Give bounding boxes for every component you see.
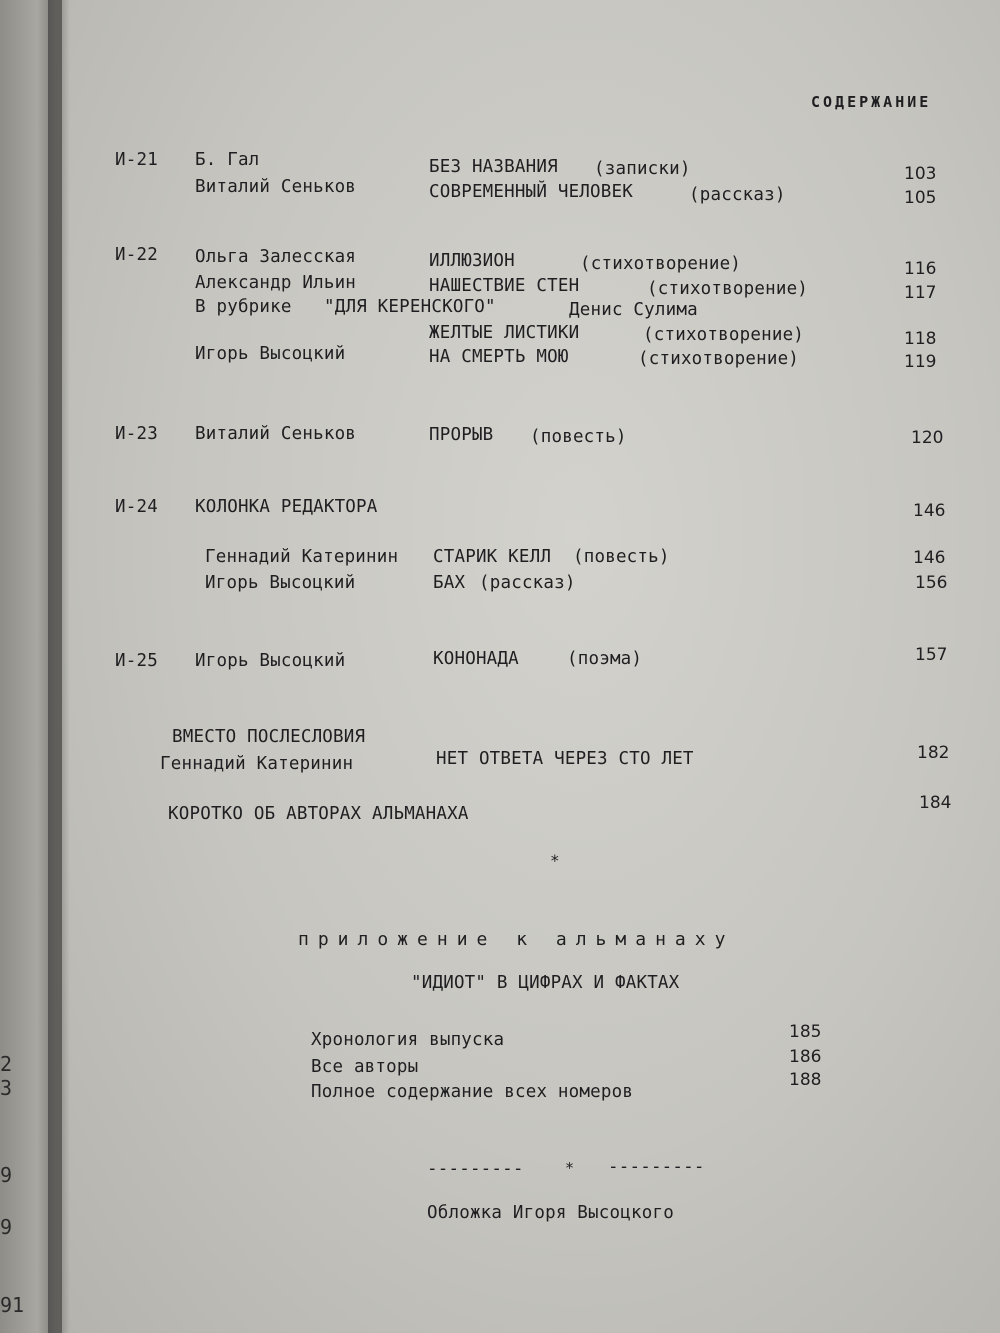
appendix-item-page: 185 <box>789 1022 822 1042</box>
entry-title: БАХ <box>433 573 466 593</box>
separator-star: * <box>550 851 560 870</box>
entry-genre: (стихотворение) <box>643 325 805 345</box>
entry-genre: (стихотворение) <box>580 254 742 274</box>
entry-genre: (рассказ) <box>479 573 576 593</box>
entry-title: ПРОРЫВ <box>429 425 494 445</box>
entry-page-number: 119 <box>904 352 937 372</box>
entry-page-number: 184 <box>919 793 952 813</box>
entry-genre: (записки) <box>594 159 691 179</box>
entry-page-number: 105 <box>904 188 937 208</box>
entry-title: КОНОНАДА <box>433 649 519 669</box>
entry-title: НА СМЕРТЬ МОЮ <box>429 347 569 367</box>
entry-genre: (рассказ) <box>689 185 786 205</box>
rubric-author: Денис Сулима <box>569 300 698 320</box>
section-heading: КОРОТКО ОБ АВТОРАХ АЛЬМАНАХА <box>168 804 469 824</box>
entry-author: Игорь Высоцкий <box>205 573 356 593</box>
entry-page-number: 117 <box>904 283 937 303</box>
facing-page-number: 9 <box>0 1215 13 1239</box>
entry-page-number: 118 <box>904 329 937 349</box>
entry-title: НЕТ ОТВЕТА ЧЕРЕЗ СТО ЛЕТ <box>436 749 694 769</box>
issue-code: И-24 <box>115 497 158 517</box>
entry-genre: (стихотворение) <box>647 279 809 299</box>
entry-page-number: 146 <box>913 501 946 521</box>
entry-page-number: 156 <box>915 573 948 593</box>
footer-dashes-right: --------- <box>608 1157 705 1177</box>
facing-page-number: 3 <box>0 1076 13 1100</box>
section-heading: КОЛОНКА РЕДАКТОРА <box>195 497 378 517</box>
appendix-item-page: 188 <box>789 1070 822 1090</box>
entry-title: ИЛЛЮЗИОН <box>429 251 515 271</box>
rubric-prefix: В рубрике <box>195 297 292 317</box>
issue-code: И-25 <box>115 651 158 671</box>
issue-code: И-23 <box>115 424 158 444</box>
entry-author: Геннадий Катеринин <box>160 754 354 774</box>
appendix-item-label: Все авторы <box>311 1057 419 1077</box>
entry-page-number: 103 <box>904 164 937 184</box>
appendix-item-label: Полное содержание всех номеров <box>311 1082 634 1102</box>
issue-code: И-22 <box>115 245 158 265</box>
entry-page-number: 157 <box>915 645 948 665</box>
footer-star: * <box>565 1159 575 1177</box>
entry-author: Александр Ильин <box>195 273 357 293</box>
page-header: СОДЕРЖАНИЕ <box>811 93 932 111</box>
entry-title: СОВРЕМЕННЫЙ ЧЕЛОВЕК <box>429 182 633 202</box>
entry-author: Ольга Залесская <box>195 247 357 267</box>
entry-genre: (повесть) <box>573 547 670 567</box>
entry-author: Виталий Сеньков <box>195 177 357 197</box>
footer-dashes-left: --------- <box>427 1159 524 1179</box>
page-gutter-shadow <box>48 0 70 1333</box>
facing-page-number: 91 <box>0 1293 25 1317</box>
section-heading: ВМЕСТО ПОСЛЕСЛОВИЯ <box>172 727 366 747</box>
entry-genre: (поэма) <box>567 649 643 669</box>
issue-code: И-21 <box>115 150 158 170</box>
entry-title: ЖЕЛТЫЕ ЛИСТИКИ <box>429 323 580 343</box>
appendix-subtitle: "ИДИОТ" В ЦИФРАХ И ФАКТАХ <box>411 973 680 993</box>
rubric-name: "ДЛЯ КЕРЕНСКОГО" <box>324 297 496 317</box>
entry-page-number: 182 <box>917 743 950 763</box>
facing-page-number: 9 <box>0 1163 13 1187</box>
cover-credit: Обложка Игоря Высоцкого <box>427 1203 674 1223</box>
entry-author: Игорь Высоцкий <box>195 651 346 671</box>
appendix-title: приложение к альманаху <box>298 929 735 950</box>
entry-author: Виталий Сеньков <box>195 424 357 444</box>
entry-author: Б. Гал <box>195 150 260 170</box>
contents-page <box>62 0 1000 1333</box>
appendix-item-label: Хронология выпуска <box>311 1030 505 1050</box>
entry-title: СТАРИК КЕЛЛ <box>433 547 552 567</box>
entry-genre: (стихотворение) <box>638 349 800 369</box>
entry-author: Геннадий Катеринин <box>205 547 399 567</box>
appendix-item-page: 186 <box>789 1047 822 1067</box>
entry-page-number: 146 <box>913 548 946 568</box>
entry-title: НАШЕСТВИЕ СТЕН <box>429 276 580 296</box>
entry-genre: (повесть) <box>530 427 627 447</box>
facing-page-number: 2 <box>0 1052 13 1076</box>
entry-author: Игорь Высоцкий <box>195 344 346 364</box>
entry-page-number: 120 <box>911 428 944 448</box>
entry-page-number: 116 <box>904 259 937 279</box>
entry-title: БЕЗ НАЗВАНИЯ <box>429 157 558 177</box>
